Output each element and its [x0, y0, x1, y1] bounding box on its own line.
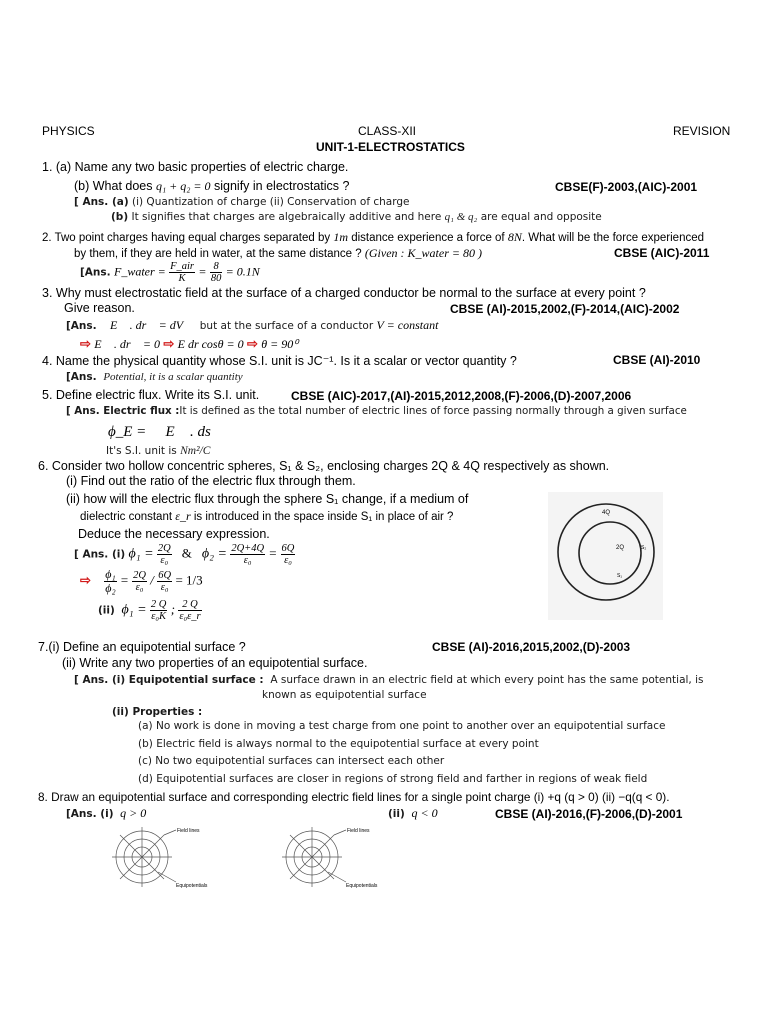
unit-title: UNIT-1-ELECTROSTATICS	[316, 140, 465, 154]
equipotentials-label: Equipotentials	[176, 883, 208, 889]
question-2-line2: by them, if they are held in water, at the same distance ? (Given : K_water = 80 )	[74, 246, 482, 260]
ref-q1: CBSE(F)-2003,(AIC)-2001	[555, 180, 698, 194]
answer-6-i: [ Ans. (i) ϕ₁ = $\frac{2Q}{\text{ε₀}}$ & ϕ₂ = $\frac{2Q+4Q}{\text{ε₀}}$ = $\frac{6Q}{\text{ε₀}}$	[74, 543, 295, 567]
flux-unit: It's S.I. unit is Nm²/C	[106, 445, 211, 457]
question-4: 4. Name the physical quantity whose S.I. unit is JC⁻¹. Is it a scalar or vector quantity ?	[42, 354, 517, 368]
ref-q8: CBSE (AI)-2016,(F)-2006,(D)-2001	[495, 807, 683, 821]
ref-q3: CBSE (AI)-2015,2002,(F)-2014,(AIC)-2002	[450, 302, 680, 316]
question-3-line2: Give reason.	[64, 301, 135, 315]
answer-3: [Ans. E⃗ . dr⃗ = dV but at the surface of a conductor V = constant	[66, 318, 439, 332]
question-6-deduce: Deduce the necessary expression.	[78, 527, 270, 541]
subject-label: PHYSICS	[42, 124, 95, 138]
inner-charge-label: 2Q	[616, 545, 625, 551]
question-6-ii-line2: dielectric constant ε_r is introduced in the space inside S₁ in place of air ?	[80, 509, 454, 523]
question-7-i: 7.(i) Define an equipotential surface ?	[38, 640, 246, 654]
ref-q5: CBSE (AIC)-2017,(AI)-2015,2012,2008,(F)-2006,(D)-2007,2006	[291, 389, 632, 403]
arrow-icon: ⇨	[246, 336, 258, 351]
arrow-icon: ⇨	[80, 336, 91, 351]
answer-6-ii: (ii) ϕ₁ = $\frac{2 Q}{\text{ε₀K}}$ ; $\frac{2 Q}{\text{ε₀ε\_r}}$	[98, 599, 201, 623]
s1-label: S₁	[617, 573, 623, 579]
property-b: (b) Electric field is always normal to the equipotential surface at every point	[138, 738, 539, 750]
question-1a: 1. (a) Name any two basic properties of electric charge.	[42, 160, 349, 174]
question-6-line1: 6. Consider two hollow concentric spheres, S₁ & S₂, enclosing charges 2Q & 4Q respectively as shown.	[38, 459, 610, 473]
answer-4: [Ans. Potential, it is a scalar quantity	[66, 371, 243, 383]
answer-8-ii: (ii) q < 0	[388, 806, 438, 820]
answer-3-steps: ⇨ E⃗ . dr⃗ = 0 ⇨ E dr cosθ = 0 ⇨ θ = 90⁰	[80, 336, 299, 351]
question-2-line1: 2. Two point charges having equal charges separated by 1m distance experience a force of 8N. What will be the force experienced	[42, 230, 705, 244]
ref-q2: CBSE (AIC)-2011	[614, 246, 710, 260]
equipotentials-label: Equipotentials	[346, 883, 378, 889]
s2-label: S₂	[641, 545, 647, 551]
outer-charge-label: 4Q	[602, 510, 611, 516]
arrow-icon: ⇨	[163, 336, 175, 351]
concentric-spheres-figure	[548, 492, 663, 620]
class-label: CLASS-XII	[358, 124, 417, 138]
question-1b: (b) What does q₁ + q₂ = 0 signify in electrostatics ?	[74, 179, 350, 193]
question-5: 5. Define electric flux. Write its S.I. unit.	[42, 388, 260, 402]
property-c: (c) No two equipotential surfaces can intersect each other	[138, 755, 445, 767]
answer-1b: (b) It signifies that charges are algebraically additive and here q₁ & q₂ are equal and opposite	[111, 211, 602, 223]
property-a: (a) No work is done in moving a test charge from one point to another over an equipotential surface	[138, 720, 666, 732]
field-lines-label: Field lines	[347, 828, 370, 834]
property-d: (d) Equipotential surfaces are closer in regions of strong field and farther in regions of weak field	[138, 773, 648, 785]
field-lines-label: Field lines	[177, 828, 200, 834]
answer-1a: [ Ans. (a) (i) Quantization of charge (ii) Conservation of charge	[74, 196, 410, 208]
question-3-line1: 3. Why must electrostatic field at the surface of a charged conductor be normal to the surface at every point ?	[42, 286, 646, 300]
question-7-ii: (ii) Write any two properties of an equipotential surface.	[62, 656, 368, 670]
answer-2: [Ans. F_water = $\frac{\text{F\_air}}{K}$ = $\frac{8}{80}$ = 0.1N	[80, 261, 260, 285]
question-6-ii: (ii) how will the electric flux through the sphere S₁ change, if a medium of	[66, 492, 469, 506]
question-8: 8. Draw an equipotential surface and corresponding electric field lines for a single point charge (i) +q (q > 0) (ii) −q(q < 0).	[38, 790, 670, 804]
negative-charge-field-figure	[276, 824, 394, 890]
question-6-i: (i) Find out the ratio of the electric flux through them.	[66, 474, 356, 488]
arrow-icon: ⇨	[80, 572, 91, 588]
answer-7-i: [ Ans. (i) Equipotential surface : A surface drawn in an electric field at which every point has the same potential, is	[74, 674, 704, 686]
properties-label: (ii) Properties :	[112, 706, 203, 718]
revision-label: REVISION	[673, 124, 731, 138]
flux-formula: ϕ_E = ∮ E⃗ . ds⃗	[108, 424, 223, 440]
answer-8-i: [Ans. (i) q > 0	[66, 806, 147, 820]
answer-6-ratio: ⇨ $\frac{\text{ϕ₁}}{\text{ϕ₂}}$ = $\frac{2Q}{\text{ε₀}}$ / $\frac{6Q}{\text{ε₀}}$ = 1/3	[80, 567, 203, 595]
answer-5: [ Ans. Electric flux :It is defined as the total number of electric lines of force passing normally through a given surface	[66, 405, 687, 417]
answer-7-i-line2: known as equipotential surface	[262, 689, 427, 701]
ref-q7: CBSE (AI)-2016,2015,2002,(D)-2003	[432, 640, 631, 654]
positive-charge-field-figure	[106, 824, 224, 890]
ref-q4: CBSE (AI)-2010	[613, 353, 701, 367]
